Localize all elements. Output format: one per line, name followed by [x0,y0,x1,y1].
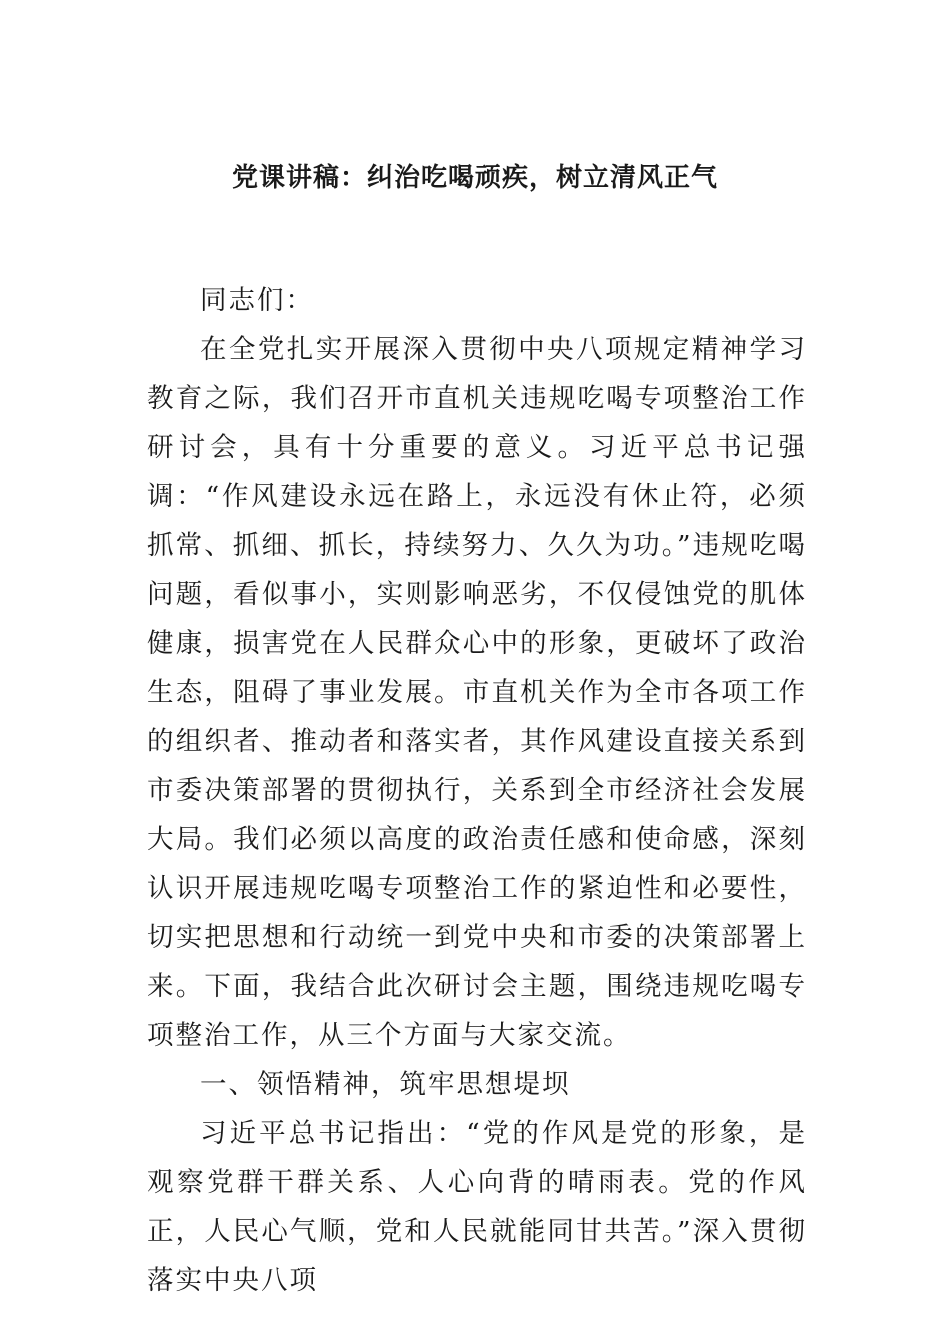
section-heading: 一、领悟精神，筑牢思想堤坝 [200,1069,571,1100]
paragraph: 习近平总书记指出：“党的作风是党的形象，是观察党群干群关系、人心向背的晴雨表。党的作风正，人民心气顺，党和人民就能同甘共苦。”深入贯彻落实中央八项 [147,1118,807,1296]
paragraph: 在全党扎实开展深入贯彻中央八项规定精神学习教育之际，我们召开市直机关违规吃喝专项整治工作研讨会，具有十分重要的意义。习近平总书记强调：“作风建设永远在路上，永远没有休止符，必须抓常、抓细、抓长，持续努力、久久为功。”违规吃喝问题，看似事小，实则影响恶劣，不仅侵蚀党的肌体健康，损害党在人民群众心中的形象，更破坏了政治生态，阻碍了事业发展。市直机关作为全市各项工作的组织者、推动者和落实者，其作风建设直接关系到市委决策部署的贯彻执行，关系到全市经济社会发展大局。我们必须以高度的政治责任感和使命感，深刻认识开展违规吃喝专项整治工作的紧迫性和必要性，切实把思想和行动统一到党中央和市委的决策部署上来。下面，我结合此次研讨会主题，围绕违规吃喝专项整治工作，从三个方面与大家交流。 [147,334,807,1051]
document-body [147,276,807,1305]
document-title: 党课讲稿：纠治吃喝顽疾，树立清风正气 [231,163,718,193]
salutation: 同志们： [200,285,314,316]
